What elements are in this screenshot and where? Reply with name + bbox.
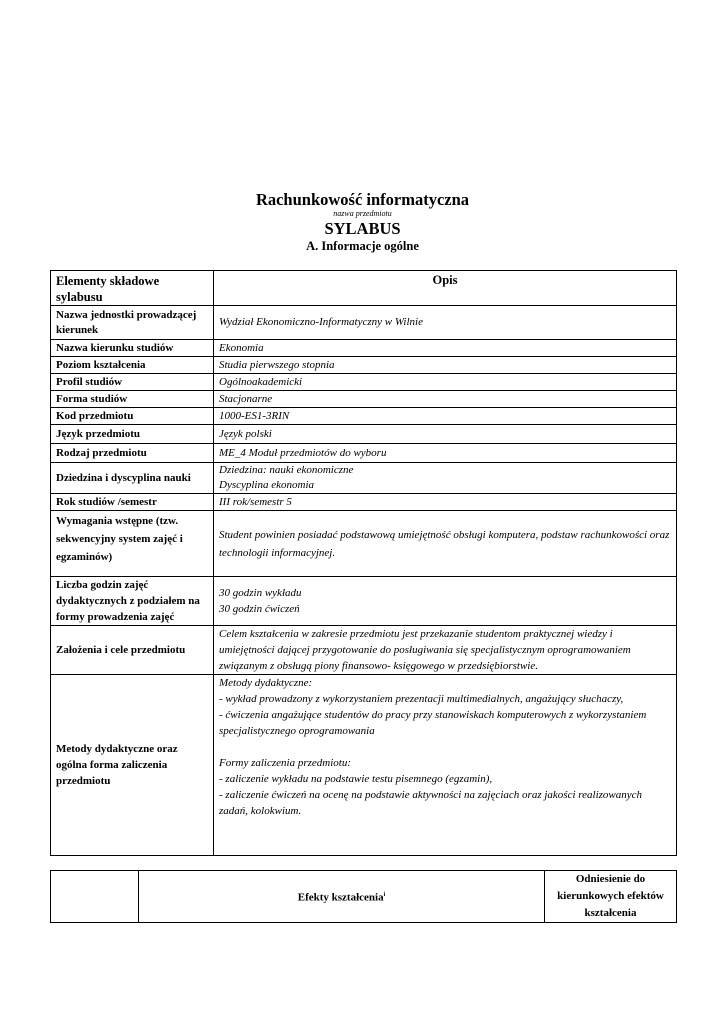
value-line: - ćwiczenia angażujące studentów do pracy przy stanowiskach komputerowych z wykorzystaniem specjalistycznego oprogramowania <box>219 709 647 737</box>
table-row <box>51 626 677 675</box>
row-value: III rok/semestr 5 <box>214 494 677 511</box>
table-row <box>51 374 677 391</box>
row-label: Język przedmiotu <box>51 425 214 444</box>
row-label: Rok studiów /semestr <box>51 494 214 511</box>
row-label: Metody dydaktyczne oraz ogólna forma zaliczenia przedmiotu <box>51 675 214 856</box>
effects-header-row <box>51 871 677 923</box>
table-row <box>51 444 677 463</box>
row-label: Nazwa kierunku studiów <box>51 340 214 357</box>
row-value <box>214 675 677 856</box>
row-label: Forma studiów <box>51 391 214 408</box>
row-value: Wydział Ekonomiczno-Informatyczny w Wilnie <box>214 306 677 340</box>
value-line: - zaliczenie wykładu na podstawie testu pisemnego (egzamin), <box>219 773 493 785</box>
value-line: Metody dydaktyczne: <box>219 677 313 689</box>
row-label: Kod przedmiotu <box>51 408 214 425</box>
row-label: Dziedzina i dyscyplina nauki <box>51 463 214 494</box>
value-line: Dyscyplina ekonomia <box>219 479 314 491</box>
value-line: 30 godzin wykładu <box>219 587 302 599</box>
row-value: Ekonomia <box>214 340 677 357</box>
table-row <box>51 463 677 494</box>
effects-blank-cell <box>51 871 139 923</box>
column-header-description: Opis <box>214 271 677 306</box>
value-spacer <box>219 739 671 755</box>
value-line: - wykład prowadzony z wykorzystaniem prezentacji multimedialnych, angażujący słuchaczy, <box>219 693 624 705</box>
value-line: Formy zaliczenia przedmiotu: <box>219 757 351 769</box>
row-value: Język polski <box>214 425 677 444</box>
row-label: Profil studiów <box>51 374 214 391</box>
effects-header-label: Efekty kształcenia <box>297 891 384 904</box>
table-row <box>51 357 677 374</box>
value-line: - zaliczenie ćwiczeń na ocenę na podstawie aktywności na zajęciach oraz jakości realizowanych zadań, kolokwium. <box>219 789 643 817</box>
row-value: Stacjonarne <box>214 391 677 408</box>
row-label: Poziom kształcenia <box>51 357 214 374</box>
row-value: Celem kształcenia w zakresie przedmiotu jest przekazanie studentom praktycznej wiedzy i umiejętności dającej przygotowanie do posługiwania się specjalistycznym oprogramowaniem związanym z obsługą piony finansowo- księgowego w przedsiębiorstwie. <box>214 626 677 675</box>
table-row <box>51 340 677 357</box>
value-line: Dziedzina: nauki ekonomiczne <box>219 464 354 476</box>
table-row <box>51 675 677 856</box>
value-line: 30 godzin ćwiczeń <box>219 603 300 615</box>
table-row <box>51 494 677 511</box>
effects-header <box>139 871 545 923</box>
document-subtitle: nazwa przedmiotu <box>333 209 392 218</box>
row-value: ME_4 Moduł przedmiotów do wyboru <box>214 444 677 463</box>
document-type: SYLABUS <box>324 219 401 238</box>
general-info-table <box>50 270 677 856</box>
row-value: Studia pierwszego stopnia <box>214 357 677 374</box>
table-header-row <box>51 271 677 306</box>
row-label: Nazwa jednostki prowadzącej kierunek <box>51 306 214 340</box>
row-label: Założenia i cele przedmiotu <box>51 626 214 675</box>
row-label: Wymagania wstępne (tzw. sekwencyjny system zajęć i egzaminów) <box>51 511 214 577</box>
row-value: Ogólnoakademicki <box>214 374 677 391</box>
table-row <box>51 408 677 425</box>
document-title: Rachunkowość informatyczna <box>255 190 470 209</box>
row-label: Liczba godzin zajęć dydaktycznych z podziałem na formy prowadzenia zajęć <box>51 577 214 626</box>
table-row <box>51 391 677 408</box>
section-heading: A. Informacje ogólne <box>306 239 419 253</box>
table-row <box>51 425 677 444</box>
row-value: Student powinien posiadać podstawową umiejętność obsługi komputera, podstaw rachunkowości oraz technologii informacyjnej. <box>214 511 677 577</box>
effects-reference-header: Odniesienie do kierunkowych efektów kształcenia <box>545 871 677 923</box>
row-value <box>214 577 677 626</box>
table-row <box>51 306 677 340</box>
row-value <box>214 463 677 494</box>
table-row <box>51 577 677 626</box>
row-value: 1000-ES1-3RIN <box>214 408 677 425</box>
footnote-marker: i <box>383 891 386 898</box>
column-header-elements: Elementy składowe sylabusu <box>51 271 214 306</box>
effects-table <box>50 870 677 923</box>
row-label: Rodzaj przedmiotu <box>51 444 214 463</box>
table-row <box>51 511 677 577</box>
